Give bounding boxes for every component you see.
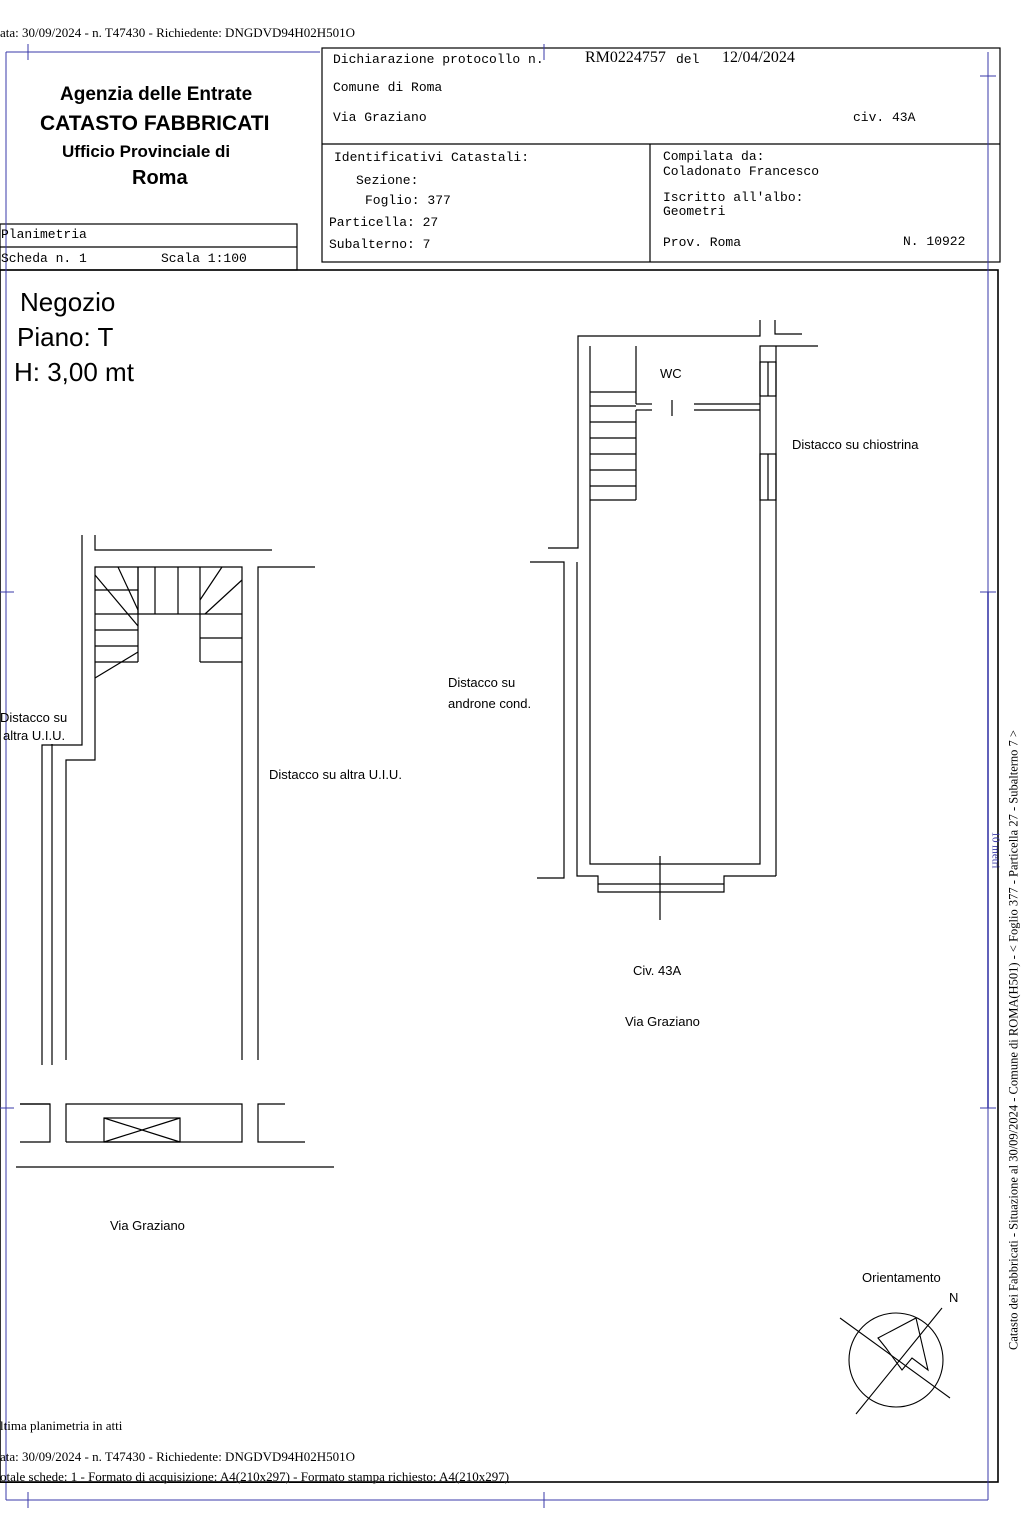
compiler-num: N. 10922: [903, 234, 966, 249]
footer-last-plan: ltima planimetria in atti: [0, 1418, 123, 1433]
compiler-label: Compilata da:: [663, 149, 765, 164]
identifiers-subalterno: Subalterno: 7: [329, 237, 431, 252]
altra-uiu-left-line1: Distacco su: [0, 710, 68, 725]
unit-height: H: 3,00 mt: [14, 357, 134, 387]
declaration-address: Via Graziano: [333, 110, 427, 125]
identifiers-foglio: Foglio: 377: [365, 193, 451, 208]
identifiers-title: Identificativi Catastali:: [334, 150, 530, 165]
unit-type: Negozio: [20, 287, 116, 317]
altra-uiu-left-line2: altra U.I.U.: [3, 728, 66, 743]
compiler-albo-label: Iscritto all'albo:: [663, 190, 804, 205]
compass-icon: [840, 1308, 950, 1414]
androne-label-line1: Distacco su: [448, 675, 516, 690]
identifiers-particella: Particella: 27: [329, 215, 439, 230]
declaration-civ: civ. 43A: [853, 110, 916, 125]
declaration-number: RM0224757: [585, 49, 666, 66]
declaration-label: Dichiarazione protocollo n.: [333, 52, 544, 67]
sheet-scala: Scala 1:100: [161, 251, 247, 266]
footer-request-line: ata: 30/09/2024 - n. T47430 - Richiedente: DNGDVD94H02H501O: [0, 1449, 356, 1464]
compiler-prov: Prov. Roma: [663, 235, 742, 250]
androne-label-line2: androne cond.: [448, 696, 532, 711]
unit-floor: Piano: T: [17, 322, 114, 352]
compiler-name: Coladonato Francesco: [663, 164, 820, 179]
agency-city: Roma: [132, 167, 188, 189]
identifiers-sezione: Sezione:: [356, 173, 419, 188]
declaration-comune: Comune di Roma: [333, 80, 443, 95]
footer-totale: otale schede: 1 - Formato di acquisizione: A4(210x297) - Formato stampa richiesto: A4(210x297): [0, 1469, 510, 1484]
wc-label: WC: [660, 366, 682, 381]
street-label-left: Via Graziano: [110, 1218, 185, 1233]
declaration-del: del: [676, 52, 700, 67]
agency-dept: CATASTO FABBRICATI: [40, 112, 270, 135]
sheet-scheda: Scheda n. 1: [1, 251, 87, 266]
scale-bar-label: 10 metri: [989, 831, 1002, 869]
agency-name: Agenzia delle Entrate: [60, 84, 253, 105]
north-label: N: [949, 1290, 959, 1305]
orientation-label: Orientamento: [862, 1270, 941, 1285]
civ-label: Civ. 43A: [633, 963, 682, 978]
declaration-date: 12/04/2024: [722, 49, 795, 66]
agency-office: Ufficio Provinciale di: [62, 142, 231, 161]
compiler-albo: Geometri: [663, 204, 726, 219]
chiostrina-label: Distacco su chiostrina: [792, 437, 919, 452]
side-situation-text: Catasto dei Fabbricati - Situazione al 30/09/2024 - Comune di ROMA(H501) - < Foglio 377 - Particella 27 - Subalterno 7 >: [1006, 730, 1021, 1350]
sheet-planimetria: Planimetria: [1, 227, 87, 242]
street-label-right: Via Graziano: [625, 1014, 700, 1029]
altra-uiu-mid: Distacco su altra U.I.U.: [269, 767, 402, 782]
header-request-line: ata: 30/09/2024 - n. T47430 - Richiedente: DNGDVD94H02H501O: [0, 25, 356, 40]
